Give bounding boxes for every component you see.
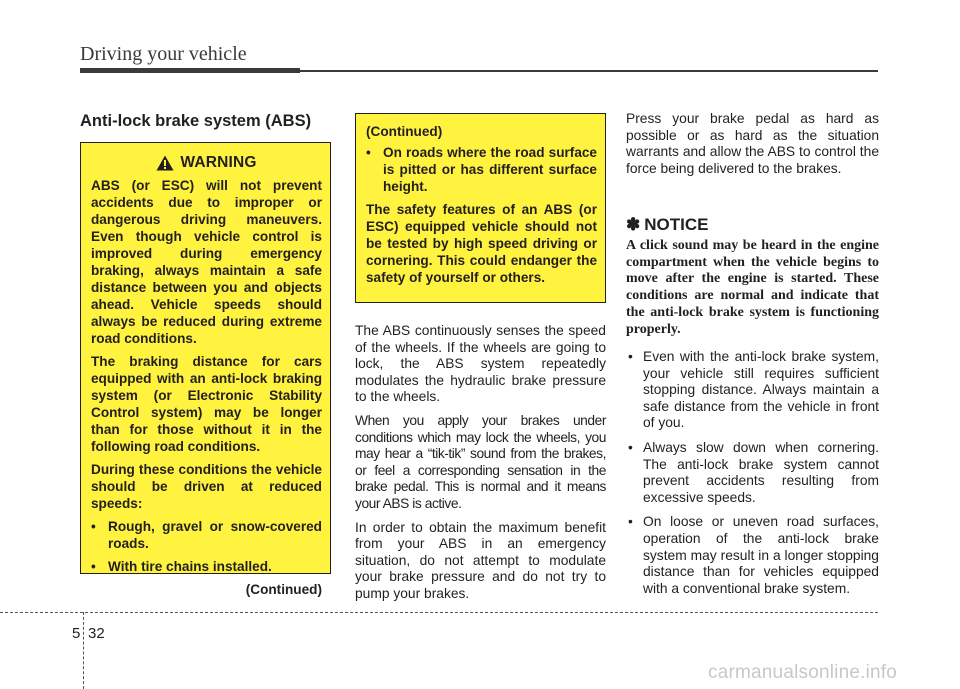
list-item: • On loose or uneven road surfaces, operation of the anti-lock brake system may result in a longer stopping distance than for vehicles equipped with a conventional brake system.	[626, 514, 879, 597]
warning-title: WARNING	[180, 154, 257, 171]
page-number: 32	[88, 625, 105, 642]
warning-continued-label: (Continued)	[245, 582, 322, 597]
warning-header	[91, 154, 322, 171]
notice-header	[626, 215, 708, 235]
warning-bullet: • With tire chains installed.	[91, 558, 322, 575]
body-paragraph-3: In order to obtain the maximum benefit from your ABS in an emergency situation, do not attempt to modulate your brake pressure and do not try to pump your brakes.	[355, 519, 606, 601]
page-chapter-number: 5	[72, 625, 81, 642]
header-rule-thin	[300, 70, 878, 72]
warning-bullet-list	[91, 518, 322, 575]
section-heading: Anti-lock brake system (ABS)	[80, 112, 312, 130]
warning-bullet: • Rough, gravel or snow-covered roads.	[91, 518, 322, 552]
footer-rule	[0, 612, 878, 613]
continued-paragraph: The safety features of an ABS (or ESC) equipped vehicle should not be tested by high speed driving or cornering. This could endanger the safety of yourself or others.	[366, 202, 597, 285]
notice-title: NOTICE	[644, 215, 709, 234]
continued-warning-box	[355, 113, 606, 303]
warning-paragraph-1: ABS (or ESC) will not prevent accidents due to improper or dangerous driving maneuvers. Even though vehicle control is improved during emergency braking, always maintain a safe distance between you and objects ahead. Vehicle speeds should always be reduced during extreme road conditions.	[91, 178, 322, 346]
body-paragraph-2: When you apply your brakes under conditions which may lock the wheels, you may hear a “tik-tik” sound from the brakes, or feel a corresponding sensation in the brake pedal. This is normal and it means your ABS is active.	[355, 412, 606, 511]
abs-description	[355, 323, 606, 610]
header-rule-thick	[80, 68, 300, 73]
chapter-title: Driving your vehicle	[80, 43, 247, 65]
list-item: • Always slow down when cornering. The anti-lock brake system cannot prevent accidents resulting from excessive speeds.	[626, 440, 879, 506]
abs-instructions	[626, 111, 879, 184]
watermark: carmanualsonline.info	[708, 662, 898, 683]
body-paragraph-1: The ABS continuously senses the speed of the wheels. If the wheels are going to lock, the ABS system repeatedly modulates the hydraulic brake pressure to the wheels.	[355, 323, 606, 405]
continued-bullet: • On roads where the road surface is pitted or has different surface height.	[366, 144, 597, 195]
warning-box	[80, 142, 331, 597]
notice-text: A click sound may be heard in the engine compartment when the vehicle begins to move after the engine is started. These conditions are normal and indicate that the anti-lock brake system is functioning properly.	[626, 238, 879, 337]
list-item: • Even with the anti-lock brake system, your vehicle still requires sufficient stopping distance. Always maintain a safe distance from the vehicle in front of you.	[626, 349, 879, 432]
warning-paragraph-3: During these conditions the vehicle should be driven at reduced speeds:	[91, 462, 322, 511]
continued-heading: (Continued)	[366, 124, 443, 139]
warning-triangle-icon	[156, 155, 174, 171]
warning-paragraph-2: The braking distance for cars equipped with an anti-lock braking system (or Electronic Stability Control system) may be longer than for those without it in the following road conditions.	[91, 354, 322, 454]
continued-bullet-list	[366, 144, 597, 195]
notice-star-icon: ✽	[626, 215, 641, 234]
body-paragraph-4: Press your brake pedal as hard as possible or as hard as the situation warrants and allow the ABS to control the force being delivered to the brakes.	[626, 111, 879, 176]
abs-bullet-list	[626, 349, 879, 605]
footer-divider	[83, 612, 84, 689]
